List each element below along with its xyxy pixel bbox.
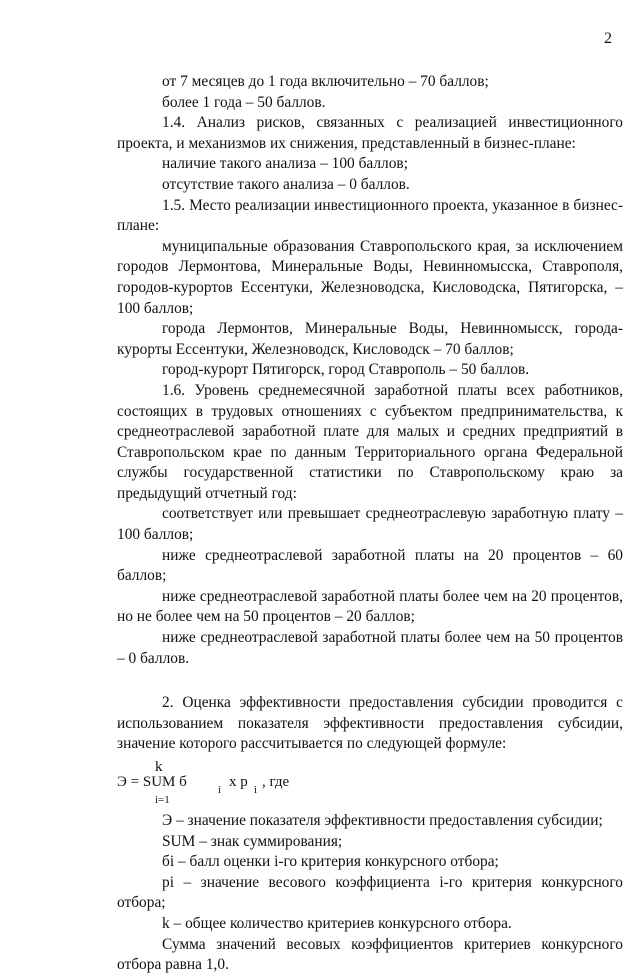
legend-item: pi – значение весового коэффициента i-го критерия конкурсного отбора;: [117, 873, 623, 912]
paragraph: отсутствие такого анализа – 0 баллов.: [162, 175, 410, 193]
formula: [117, 759, 623, 805]
document-body: [117, 72, 623, 976]
section-gap: [117, 669, 623, 693]
formula-legend: [117, 811, 623, 976]
formula-times: x p: [229, 774, 248, 790]
paragraph: ниже среднеотраслевой заработной платы на 20 процентов – 60 баллов;: [117, 546, 623, 585]
paragraph: наличие такого анализа – 100 баллов;: [162, 155, 408, 173]
formula-upper-limit: k: [155, 759, 163, 775]
paragraph: муниципальные образования Ставропольского края, за исключением городов Лермонтова, Минеральные Воды, Невинномысска, Ставрополя, городов-курортов Ессентуки, Железноводска, Кисловодска, Пятигорска, – 100 баллов;: [117, 237, 623, 317]
paragraph: 1.5. Место реализации инвестиционного проекта, указанное в бизнес-плане:: [117, 196, 623, 235]
criteria-list: [117, 72, 623, 669]
legend-item: k – общее количество критериев конкурсного отбора.: [162, 914, 512, 932]
legend-item: Э – значение показателя эффективности предоставления субсидии;: [162, 812, 603, 829]
section-2-intro: 2. Оценка эффективности предоставления субсидии проводится с использованием показателя эффективности предоставления субсидии, значение которого рассчитывается по следующей формуле:: [117, 694, 623, 753]
formula-lower-limit: i=1: [155, 794, 170, 806]
paragraph: более 1 года – 50 баллов.: [162, 93, 326, 111]
legend-item: Сумма значений весовых коэффициентов критериев конкурсного отбора равна 1,0.: [117, 935, 623, 974]
formula-sub-b: i: [218, 784, 222, 796]
paragraph: города Лермонтов, Минеральные Воды, Невинномысск, города-курорты Ессентуки, Железноводск, Кисловодск – 70 баллов;: [117, 320, 623, 358]
page-number: 2: [604, 30, 612, 47]
legend-item: бi – балл оценки i-го критерия конкурсного отбора;: [162, 853, 499, 871]
paragraph: от 7 месяцев до 1 года включительно – 70 баллов;: [162, 73, 489, 90]
paragraph: соответствует или превышает среднеотраслевую заработную плату – 100 баллов;: [117, 505, 623, 544]
paragraph: город-курорт Пятигорск, город Ставрополь – 50 баллов.: [162, 361, 530, 379]
paragraph: 1.6. Уровень среднемесячной заработной платы всех работников, состоящих в трудовых отношениях с субъектом предпринимательства, к среднеотраслевой заработной плате для малых и средних предприятий в Ставропольском крае по данным Территориального органа Федеральной службы государственной статистики по Ставропольскому краю за предыдущий отчетный год:: [117, 381, 623, 502]
formula-tail: , где: [262, 774, 290, 790]
formula-lhs: Э = SUM б: [117, 774, 187, 790]
paragraph: ниже среднеотраслевой заработной платы более чем на 50 процентов – 0 баллов.: [117, 629, 623, 667]
legend-item: SUM – знак суммирования;: [162, 832, 343, 850]
paragraph: 1.4. Анализ рисков, связанных с реализацией инвестиционного проекта, и механизмов их снижения, представленный в бизнес-плане:: [117, 114, 623, 152]
formula-sub-p: i: [254, 784, 258, 796]
paragraph: ниже среднеотраслевой заработной платы более чем на 20 процентов, но не более чем на 50 процентов – 20 баллов;: [117, 587, 623, 626]
